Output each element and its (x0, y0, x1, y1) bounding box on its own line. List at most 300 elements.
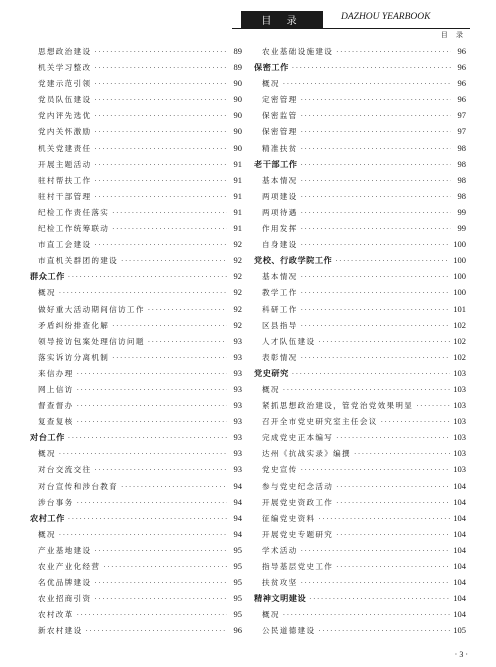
toc-entry[interactable] (254, 220, 466, 236)
toc-entry[interactable] (30, 590, 242, 606)
toc-entry-page: 100 (453, 239, 466, 250)
toc-entry[interactable] (30, 622, 242, 638)
toc-entry-title: 网上信访 (38, 384, 74, 394)
toc-entry[interactable] (254, 236, 466, 252)
dot-leader (292, 366, 450, 382)
dot-leader (301, 108, 451, 124)
toc-section-heading[interactable] (30, 268, 242, 284)
toc-entry[interactable] (254, 140, 466, 156)
toc-entry-page: 99 (457, 206, 466, 217)
toc-entry-page: 91 (233, 158, 242, 169)
toc-entry[interactable] (30, 123, 242, 139)
toc-entry-page: 104 (453, 561, 466, 571)
toc-entry-title: 农村改革 (38, 610, 74, 620)
toc-entry-title: 完成党史正本编写 (262, 433, 334, 443)
header-title-box (241, 11, 323, 28)
toc-entry-page: 105 (453, 625, 466, 636)
toc-entry-page: 102 (453, 319, 466, 330)
toc-entry-page: 104 (453, 609, 466, 620)
toc-entry[interactable] (30, 59, 242, 75)
toc-entry[interactable] (254, 542, 466, 558)
dot-leader (77, 414, 227, 430)
toc-entry-title: 精神文明建设 (254, 593, 307, 604)
toc-entry-page: 93 (233, 448, 242, 459)
toc-entry[interactable] (30, 349, 242, 365)
toc-entry-title: 参与党史纪念活动 (262, 481, 334, 491)
toc-entry[interactable] (254, 558, 466, 574)
toc-entry[interactable] (30, 445, 242, 461)
header-title: 目 录 (261, 16, 303, 27)
toc-entry-title: 做好重大活动期间信访工作 (38, 304, 145, 314)
toc-column-right (254, 43, 466, 638)
toc-entry-page: 104 (453, 480, 466, 491)
toc-entry-title: 教学工作 (262, 288, 298, 298)
toc-entry[interactable] (254, 445, 466, 461)
toc-entry-title: 纪检工作责任落实 (38, 207, 110, 217)
toc-entry-page: 95 (233, 544, 242, 555)
dot-leader (301, 189, 451, 205)
toc-entry[interactable] (254, 333, 466, 349)
toc-entry-page: 104 (453, 528, 466, 539)
toc-entry-page: 100 (453, 255, 466, 266)
dot-leader (94, 189, 227, 205)
dot-leader (112, 205, 227, 221)
dot-leader (112, 318, 227, 334)
toc-entry-page: 96 (457, 78, 466, 89)
toc-entry[interactable] (254, 429, 466, 445)
toc-entry[interactable] (30, 252, 242, 268)
toc-entry-title: 概况 (262, 384, 280, 394)
toc-entry[interactable] (254, 204, 466, 220)
toc-entry-page: 91 (233, 223, 242, 234)
toc-section-heading[interactable] (254, 156, 466, 172)
toc-entry-title: 表彰情况 (262, 352, 298, 362)
dot-leader (416, 398, 450, 414)
dot-leader (354, 446, 450, 462)
toc-entry-page: 98 (457, 174, 466, 185)
toc-entry[interactable] (30, 365, 242, 381)
toc-entry-page: 90 (233, 78, 242, 89)
dot-leader (94, 108, 227, 124)
toc-entry-page: 96 (233, 625, 242, 636)
toc-entry-title: 扶贫攻坚 (262, 578, 298, 588)
toc-entry[interactable] (254, 526, 466, 542)
toc-entry[interactable] (254, 397, 466, 413)
toc-entry[interactable] (254, 172, 466, 188)
toc-entry-page: 95 (233, 577, 242, 588)
toc-entry[interactable] (30, 478, 242, 494)
toc-entry[interactable] (30, 236, 242, 252)
dot-leader (336, 479, 450, 495)
toc-entry-page: 96 (457, 94, 466, 105)
toc-entry[interactable] (254, 494, 466, 510)
toc-entry-title: 涉台事务 (38, 497, 74, 507)
toc-entry-page: 100 (453, 287, 466, 298)
toc-entry-page: 90 (233, 94, 242, 105)
dot-leader (336, 495, 450, 511)
toc-entry[interactable] (30, 574, 242, 590)
toc-entry-page: 94 (233, 496, 242, 507)
toc-entry-title: 党史研究 (254, 367, 289, 378)
dot-leader (77, 366, 227, 382)
toc-entry-title: 达州《抗战实录》编撰 (262, 449, 351, 459)
toc-entry-page: 92 (233, 303, 242, 314)
toc-entry-title: 驻村干部管理 (38, 191, 92, 201)
dot-leader (94, 575, 227, 591)
dot-leader (318, 623, 450, 639)
dot-leader (309, 591, 450, 607)
toc-column-left (30, 43, 242, 638)
dot-leader (103, 559, 227, 575)
dot-leader (301, 575, 451, 591)
toc-entry-page: 94 (233, 528, 242, 539)
toc-entry-page: 96 (457, 62, 466, 73)
toc-entry-title: 基本情况 (262, 175, 298, 185)
toc-entry[interactable] (254, 43, 466, 59)
toc-entry[interactable] (30, 43, 242, 59)
toc-entry-title: 党史宣传 (262, 465, 298, 475)
toc-entry[interactable] (254, 606, 466, 622)
dot-leader (301, 269, 451, 285)
dot-leader (94, 141, 227, 157)
toc-entry-page: 94 (233, 512, 242, 523)
toc-entry-title: 农村工作 (30, 512, 65, 523)
toc-entry-title: 市直机关群团的建设 (38, 256, 119, 266)
dot-leader (94, 157, 227, 173)
toc-entry[interactable] (30, 220, 242, 236)
dot-leader (301, 141, 451, 157)
toc-entry-title: 两项建设 (262, 191, 298, 201)
toc-entry[interactable] (254, 268, 466, 284)
toc-entry-page: 98 (457, 142, 466, 153)
toc-entry[interactable] (254, 75, 466, 91)
toc-entry-page: 102 (453, 335, 466, 346)
dot-leader (283, 607, 450, 623)
toc-entry-page: 102 (453, 351, 466, 362)
toc-entry-page: 104 (453, 496, 466, 507)
toc-section-heading[interactable] (254, 365, 466, 381)
toc-section-heading[interactable] (254, 59, 466, 75)
dot-leader (112, 350, 227, 366)
toc-entry-title: 保密监管 (262, 111, 298, 121)
dot-leader (301, 302, 451, 318)
dot-leader (94, 462, 227, 478)
toc-entry-title: 名优品牌建设 (38, 578, 92, 588)
dot-leader (94, 92, 227, 108)
toc-entry[interactable] (254, 574, 466, 590)
toc-entry[interactable] (30, 91, 242, 107)
toc-entry-title: 对台宣传和涉台教育 (38, 481, 119, 491)
toc-entry[interactable] (30, 188, 242, 204)
toc-entry-title: 农业基础设施建设 (262, 47, 334, 56)
toc-entry-page: 103 (453, 448, 466, 459)
dot-leader (336, 559, 450, 575)
toc-entry-page: 104 (453, 544, 466, 555)
toc-entry[interactable] (30, 461, 242, 477)
dot-leader (77, 495, 227, 511)
toc-entry-title: 两项待遇 (262, 207, 298, 217)
toc-entry[interactable] (30, 140, 242, 156)
toc-entry[interactable] (254, 284, 466, 300)
dot-leader (301, 124, 451, 140)
toc-entry-title: 落实诉访分离机制 (38, 352, 110, 362)
toc-entry-page: 89 (233, 62, 242, 73)
toc-entry-page: 94 (233, 480, 242, 491)
dot-leader (94, 591, 227, 607)
toc-entry-title: 机关党建责任 (38, 143, 92, 153)
toc-entry-title: 思想政治建设 (38, 47, 92, 56)
toc-entry-page: 93 (233, 383, 242, 394)
toc-entry-page: 93 (233, 464, 242, 475)
dot-leader (59, 285, 227, 301)
toc-entry-title: 对台工作 (30, 432, 65, 443)
toc-entry-page: 97 (457, 110, 466, 121)
dot-leader (94, 44, 227, 60)
toc-entry-title: 基本情况 (262, 272, 298, 282)
toc-entry[interactable] (30, 204, 242, 220)
toc-entry-title: 市直工会建设 (38, 240, 92, 250)
toc-entry-title: 学术活动 (262, 545, 298, 555)
toc-entry-title: 新农村建设 (38, 626, 83, 636)
toc-entry-page: 101 (453, 303, 466, 314)
toc-entry-title: 保密工作 (254, 62, 289, 73)
toc-entry-title: 召开全市党史研究室主任会议 (262, 417, 378, 427)
toc-entry[interactable] (30, 413, 242, 429)
dot-leader (94, 543, 227, 559)
toc-entry-page: 93 (233, 335, 242, 346)
toc-entry-title: 农业产业化经营 (38, 562, 101, 571)
toc-entry-title: 指导基层党史工作 (262, 562, 334, 571)
toc-entry[interactable] (254, 107, 466, 123)
toc-entry-page: 103 (453, 400, 466, 411)
dot-leader (301, 462, 451, 478)
toc-entry[interactable] (30, 301, 242, 317)
toc-entry[interactable] (30, 558, 242, 574)
section-label: 目 录 (440, 31, 466, 39)
toc-entry[interactable] (30, 156, 242, 172)
toc-entry[interactable] (254, 123, 466, 139)
dot-leader (336, 44, 451, 60)
dot-leader (94, 237, 227, 253)
toc-entry[interactable] (254, 381, 466, 397)
toc-entry-page: 92 (233, 287, 242, 298)
toc-entry-title: 农业招商引资 (38, 594, 92, 604)
toc-entry-page: 103 (453, 383, 466, 394)
toc-entry-title: 群众工作 (30, 271, 65, 282)
toc-entry[interactable] (254, 301, 466, 317)
toc-entry[interactable] (254, 622, 466, 638)
toc-entry-page: 92 (233, 239, 242, 250)
dot-leader (283, 382, 450, 398)
toc-entry-title: 保密管理 (262, 127, 298, 137)
dot-leader (148, 334, 227, 350)
toc-entry-title: 开展主题活动 (38, 159, 92, 169)
dot-leader (121, 253, 227, 269)
dot-leader (94, 124, 227, 140)
dot-leader (381, 414, 451, 430)
dot-leader (121, 479, 227, 495)
toc-entry-title: 来信办理 (38, 368, 74, 378)
dot-leader (301, 318, 451, 334)
toc-entry[interactable] (30, 107, 242, 123)
toc-entry[interactable] (254, 461, 466, 477)
toc-entry-page: 95 (233, 609, 242, 620)
toc-entry[interactable] (254, 510, 466, 526)
toc-entry-title: 老干部工作 (254, 158, 298, 169)
toc-entry-page: 93 (233, 400, 242, 411)
toc-entry-page: 104 (453, 593, 466, 604)
toc-entry-title: 概况 (38, 529, 56, 539)
toc-entry[interactable] (30, 172, 242, 188)
dot-leader (68, 430, 227, 446)
toc-entry-page: 91 (233, 174, 242, 185)
toc-entry-title: 定密管理 (262, 95, 298, 105)
dot-leader (318, 511, 450, 527)
toc-section-heading[interactable] (30, 429, 242, 445)
dot-leader (301, 173, 451, 189)
dot-leader (336, 430, 450, 446)
toc-entry-title: 紧抓思想政治建设，管党治党效果明显 (262, 401, 414, 411)
toc-entry-page: 93 (233, 367, 242, 378)
toc-entry-page: 91 (233, 190, 242, 201)
toc-entry-title: 驻村帮扶工作 (38, 175, 92, 185)
toc-entry-page: 93 (233, 432, 242, 443)
toc-entry-title: 党校、行政学院工作 (254, 255, 333, 266)
toc-entry-title: 概况 (38, 288, 56, 298)
dot-leader (85, 623, 227, 639)
toc-entry[interactable] (254, 478, 466, 494)
toc-entry-title: 区县指导 (262, 320, 298, 330)
dot-leader (300, 157, 451, 173)
toc-entry[interactable] (254, 188, 466, 204)
toc-section-heading[interactable] (30, 510, 242, 526)
toc-entry-title: 概况 (262, 610, 280, 620)
dot-leader (77, 607, 227, 623)
toc-entry[interactable] (30, 75, 242, 91)
toc-entry-title: 机关学习整改 (38, 63, 92, 73)
toc-entry[interactable] (30, 526, 242, 542)
toc-entry-title: 公民道德建设 (262, 626, 316, 636)
dot-leader (301, 350, 451, 366)
toc-entry-page: 98 (457, 190, 466, 201)
toc-entry-page: 92 (233, 319, 242, 330)
toc-entry-title: 科研工作 (262, 304, 298, 314)
toc-entry-page: 90 (233, 110, 242, 121)
toc-entry[interactable] (254, 413, 466, 429)
toc-entry-page: 91 (233, 206, 242, 217)
toc-entry-page: 95 (233, 561, 242, 571)
toc-entry-page: 103 (453, 464, 466, 475)
toc-entry-title: 开展党史资政工作 (262, 497, 334, 507)
dot-leader (318, 334, 450, 350)
toc-entry[interactable] (30, 397, 242, 413)
dot-leader (148, 302, 227, 318)
page-number: · 3 · (454, 650, 468, 659)
toc-entry-title: 概况 (38, 449, 56, 459)
toc-entry-title: 征编党史资料 (262, 513, 316, 523)
toc-entry[interactable] (30, 381, 242, 397)
toc-entry-page: 92 (233, 271, 242, 282)
toc-entry-title: 作用发挥 (262, 224, 298, 234)
dot-leader (283, 76, 451, 92)
toc-entry[interactable] (30, 494, 242, 510)
toc-entry-page: 90 (233, 126, 242, 137)
dot-leader (77, 382, 227, 398)
toc-section-heading[interactable] (254, 252, 466, 268)
toc-entry-page: 90 (233, 142, 242, 153)
dot-leader (292, 60, 451, 76)
toc-entry[interactable] (30, 284, 242, 300)
toc-entry-title: 复查复核 (38, 417, 74, 427)
dot-leader (301, 92, 451, 108)
toc-entry-page: 100 (453, 271, 466, 282)
dot-leader (68, 511, 227, 527)
dot-leader (77, 398, 227, 414)
dot-leader (301, 285, 451, 301)
toc-entry[interactable] (254, 91, 466, 107)
dot-leader (94, 60, 227, 76)
toc-entry[interactable] (254, 317, 466, 333)
toc-entry-title: 人才队伍建设 (262, 336, 316, 346)
toc-entry-title: 党内关怀激励 (38, 127, 92, 137)
toc-entry-page: 104 (453, 577, 466, 588)
toc-section-heading[interactable] (254, 590, 466, 606)
toc-entry-page: 95 (233, 593, 242, 604)
toc-entry-title: 开展党史专题研究 (262, 529, 334, 539)
toc-entry[interactable] (30, 542, 242, 558)
toc-entry-page: 93 (233, 351, 242, 362)
toc-entry-title: 党建示范引领 (38, 79, 92, 89)
dot-leader (68, 269, 227, 285)
toc-entry-page: 103 (453, 367, 466, 378)
toc-entry[interactable] (30, 606, 242, 622)
toc-entry-page: 97 (457, 126, 466, 137)
toc-entry-title: 精准扶贫 (262, 143, 298, 153)
dot-leader (59, 527, 227, 543)
toc-entry-page: 103 (453, 432, 466, 443)
header-english-title: DAZHOU YEARBOOK (341, 12, 431, 22)
header-rule (232, 28, 470, 29)
toc-entry[interactable] (30, 317, 242, 333)
toc-entry-title: 党内评先选优 (38, 111, 92, 121)
toc-entry-title: 矛盾纠纷排查化解 (38, 320, 110, 330)
toc-entry-page: 98 (457, 158, 466, 169)
dot-leader (301, 543, 451, 559)
dot-leader (301, 205, 451, 221)
dot-leader (59, 446, 227, 462)
toc-entry-page: 96 (457, 46, 466, 56)
toc-entry-title: 产业基地建设 (38, 545, 92, 555)
toc-entry-page: 104 (453, 512, 466, 523)
toc-entry-title: 督查督办 (38, 401, 74, 411)
dot-leader (301, 221, 451, 237)
toc-entry-title: 概况 (262, 79, 280, 89)
toc-entry-page: 93 (233, 416, 242, 427)
dot-leader (94, 76, 227, 92)
toc-entry-page: 103 (453, 416, 466, 427)
toc-entry[interactable] (254, 349, 466, 365)
dot-leader (112, 221, 227, 237)
toc-entry-page: 89 (233, 46, 242, 56)
toc-entry-title: 纪检工作统筹联动 (38, 224, 110, 234)
toc-entry[interactable] (30, 333, 242, 349)
toc-entry-page: 99 (457, 223, 466, 234)
toc-entry-title: 对台交流交往 (38, 465, 92, 475)
dot-leader (335, 253, 450, 269)
toc-entry-page: 92 (233, 255, 242, 266)
dot-leader (94, 173, 227, 189)
toc-entry-title: 党员队伍建设 (38, 95, 92, 105)
